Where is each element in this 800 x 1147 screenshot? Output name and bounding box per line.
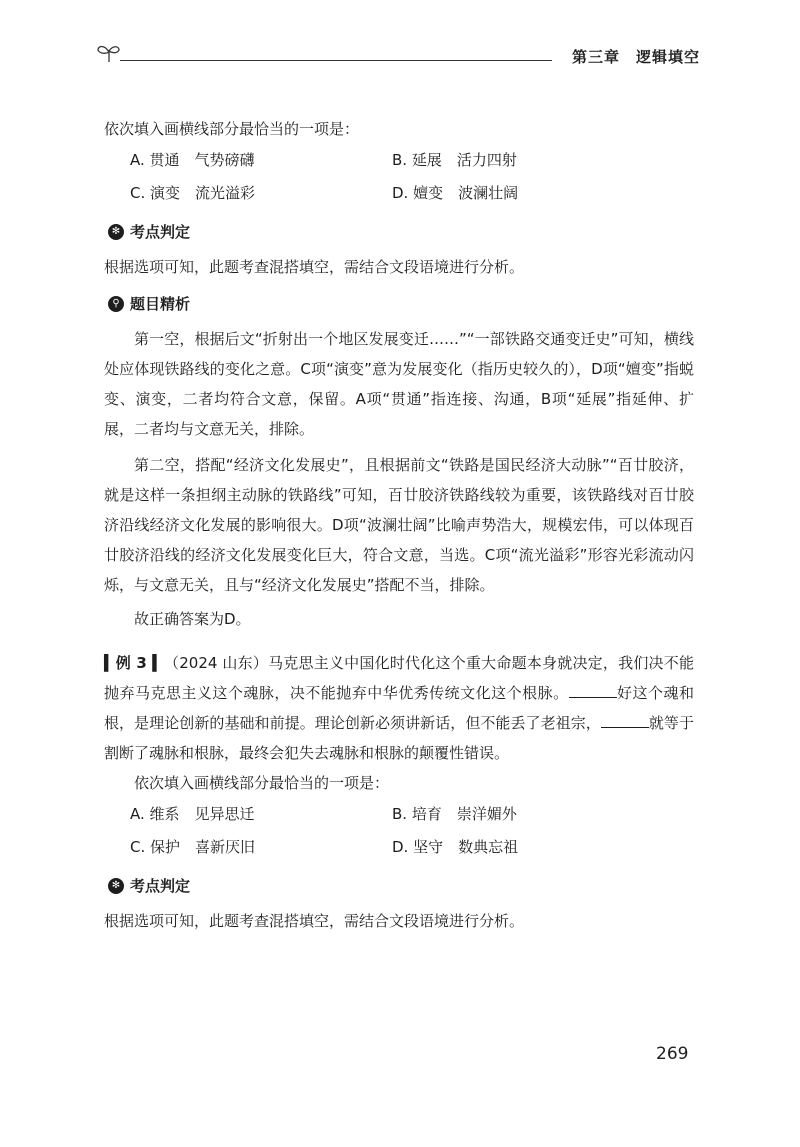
page-header: [96, 40, 702, 70]
option-b: B. 延展 活力四射: [392, 151, 517, 169]
analysis-paragraph: 第一空，根据后文“折射出一个地区发展变迁……”“一部铁路交通变迁史”可知，横线处应体现铁路线的变化之意。C项“演变”意为发展变化（指历史较久的），D项“嬗变”指蜕变、演变，二者均符合文意，保留。A项“贯通”指连接、沟通，B项“延展”指延伸、扩展，二者均与文意无关，排除。: [104, 330, 694, 438]
example-tag: ▍例 3 ▍: [104, 654, 164, 672]
header-rule: [120, 60, 552, 61]
sprout-icon: [96, 42, 122, 64]
answer-line: 故正确答案为D。: [134, 610, 251, 628]
section-title: 考点判定: [130, 223, 191, 241]
section-title: 题目精析: [130, 295, 191, 313]
section-heading: [108, 288, 694, 320]
example-text: （2024 山东）马克思主义中国化时代化这个重大命题本身就决定，我们决不能抛弃马克思主义这个魂脉，决不能抛弃中华优秀传统文化这个根脉。: [104, 654, 694, 702]
option-c: C. 保护 喜新厌旧: [130, 838, 256, 856]
answer-options: [130, 144, 694, 210]
page-number: 269: [656, 1044, 689, 1064]
option-a: A. 维系 见异思迁: [130, 805, 255, 823]
section-text: 根据选项可知，此题考查混搭填空，需结合文段语境进行分析。: [104, 912, 525, 930]
question-prompt: 依次填入画横线部分最恰当的一项是：: [134, 774, 390, 792]
section-text: 根据选项可知，此题考查混搭填空，需结合文段语境进行分析。: [104, 258, 525, 276]
analysis-paragraph: 第二空，搭配“经济文化发展史”，且根据前文“铁路是国民经济大动脉”“百廿胶济，就是这样一条担纲主动脉的铁路线”可知，百廿胶济铁路线较为重要，该铁路线对百廿胶济沿线经济文化发展的影响很大。D项“波澜壮阔”比喻声势浩大，规模宏伟，可以体现百廿胶济沿线的经济文化发展变化巨大，符合文意，当选。C项“流光溢彩”形容光彩流动闪烁，与文意无关，且与“经济文化发展史”搭配不当，排除。: [104, 456, 694, 594]
example-text: 好这个魂和根，是理论创新的基础和前提。理论创新必须讲新话，但不能丢了老祖宗，: [104, 684, 694, 732]
page-content: [104, 114, 694, 936]
section-heading: [108, 870, 694, 902]
magnifier-icon: ⚲: [108, 296, 124, 312]
blank-line: [569, 683, 617, 698]
option-d: D. 坚守 数典忘祖: [392, 838, 519, 856]
option-b: B. 培育 崇洋媚外: [392, 805, 517, 823]
gear-icon: ✻: [108, 224, 124, 240]
option-c: C. 演变 流光溢彩: [130, 184, 256, 202]
answer-options: [130, 798, 694, 864]
option-d: D. 嬗变 波澜壮阔: [392, 184, 519, 202]
example-text: 就等于割断了魂脉和根脉，最终会犯失去魂脉和根脉的颠覆性错误。: [104, 714, 694, 762]
option-a: A. 贯通 气势磅礴: [130, 151, 255, 169]
chapter-title: 第三章 逻辑填空: [571, 48, 700, 66]
section-title: 考点判定: [130, 877, 191, 895]
section-heading: [108, 216, 694, 248]
example-paragraph: [104, 648, 694, 768]
gear-icon: ✻: [108, 878, 124, 894]
blank-line: [601, 713, 649, 728]
question-prompt: 依次填入画横线部分最恰当的一项是：: [104, 120, 360, 138]
